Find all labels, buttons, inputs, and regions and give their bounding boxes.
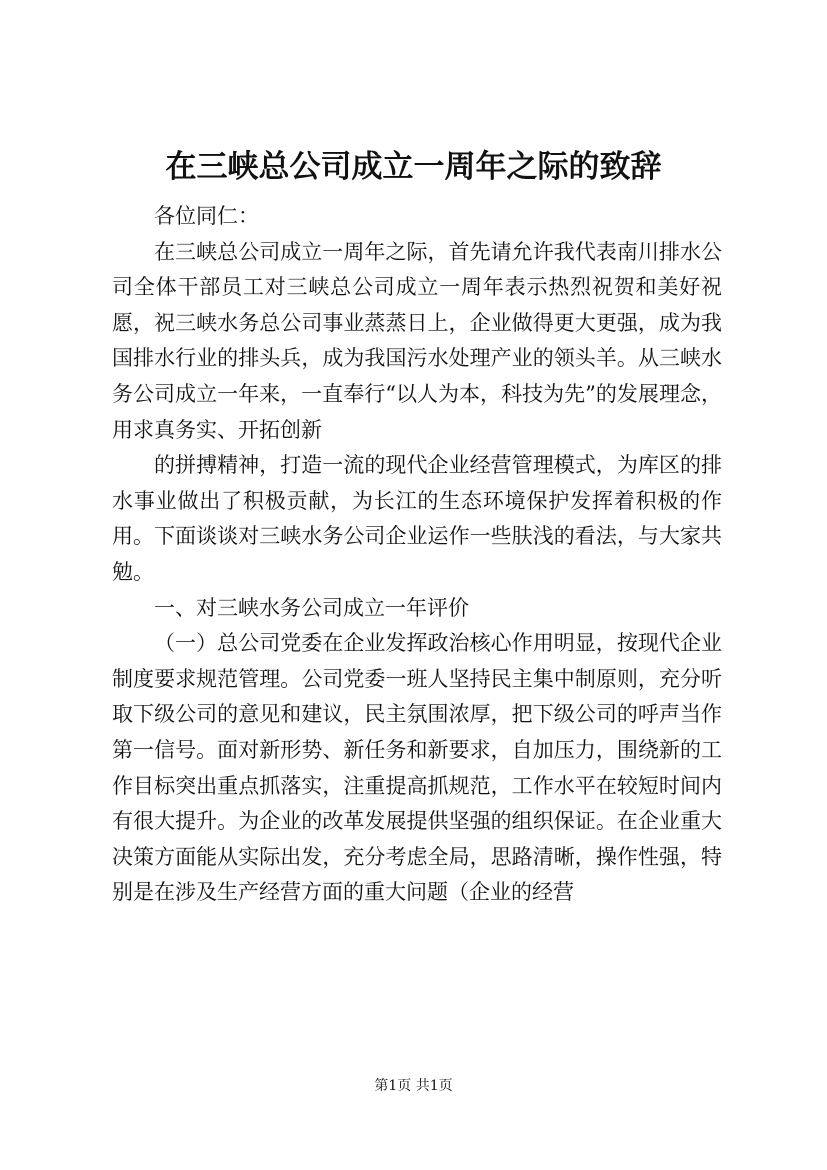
document-title: 在三峡总公司成立一周年之际的致辞 bbox=[165, 149, 662, 185]
document-body bbox=[112, 199, 722, 911]
body-paragraph-3: （一）总公司党委在企业发挥政治核心作用明显，按现代企业制度要求规范管理。公司党委一班人坚持民主集中制原则，充分听取下级公司的意见和建议，民主氛围浓厚，把下级公司的呼声当作第一信号。面对新形势、新任务和新要求，自加压力，围绕新的工作目标突出重点抓落实，注重提高抓规范，工作水平在较短时间内有很大提升。为企业的改革发展提供坚强的组织保证。在企业重大决策方面能从实际出发，充分考虑全局，思路清晰，操作性强，特别是在涉及生产经营方面的重大问题（企业的经营 bbox=[112, 631, 722, 905]
section-heading: 一、对三峡水务公司成立一年评价 bbox=[154, 595, 469, 620]
body-paragraph-2: 的拼搏精神，打造一流的现代企业经营管理模式，为库区的排水事业做出了积极贡献，为长江的生态环境保护发挥着积极的作用。下面谈谈对三峡水务公司企业运作一些肤浅的看法，与大家共勉。 bbox=[112, 453, 722, 584]
body-paragraph-1: 在三峡总公司成立一周年之际，首先请允许我代表南川排水公司全体干部员工对三峡总公司成立一周年表示热烈祝贺和美好祝愿，祝三峡水务总公司事业蒸蒸日上，企业做得更大更强，成为我国排水行业的排头兵，成为我国污水处理产业的领头羊。从三峡水务公司成立一年来，一直奉行“以人为本，科技为先”的发展理念，用求真务实、开拓创新 bbox=[112, 239, 722, 442]
salutation-paragraph: 各位同仁： bbox=[154, 204, 259, 228]
page-footer: 第1页 共1页 bbox=[374, 1078, 453, 1094]
